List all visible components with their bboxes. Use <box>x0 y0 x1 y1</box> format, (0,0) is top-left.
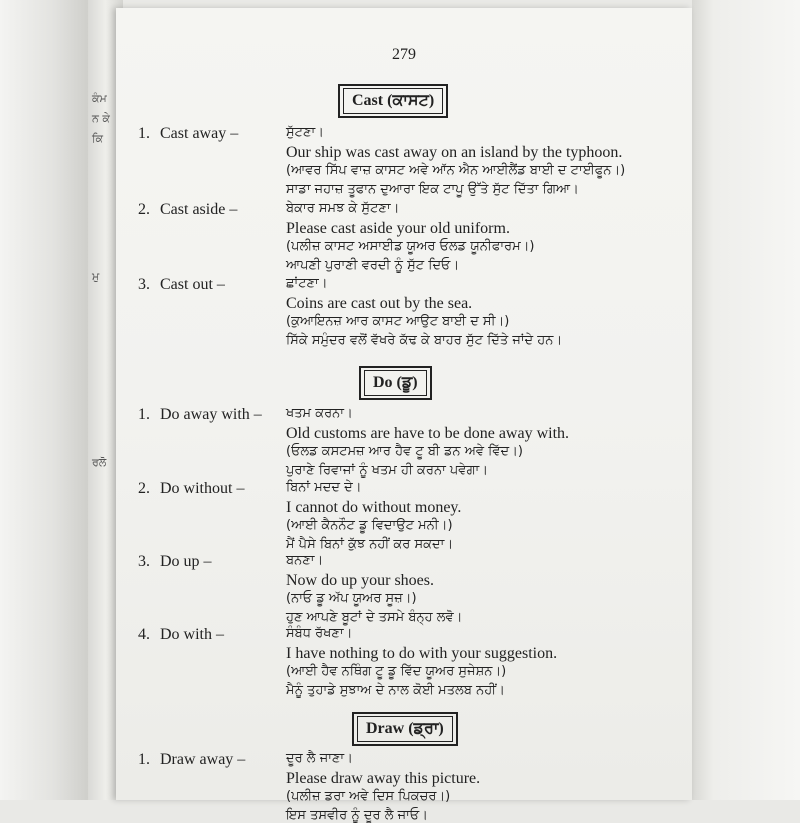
transliteration: (ਨਾਓ ਡੂ ਅੱਪ ਯੂਅਰ ਸੂਜ਼।) <box>286 591 417 606</box>
example-sentence: Old customs are have to be done away with. <box>286 425 570 442</box>
translation: ਹੁਣ ਆਪਣੇ ਬੂਟਾਂ ਦੇ ਤਸਮੇ ਬੰਨ੍ਹ ਲਵੋ। <box>286 610 463 625</box>
entry-number: 2. <box>138 201 150 218</box>
margin-snippet: ਨ ਕੇ <box>92 112 110 125</box>
example-sentence: I have nothing to do with your suggestion. <box>286 645 558 662</box>
entry-number: 1. <box>138 406 150 423</box>
section-heading: Do (ਡੂ) <box>364 370 427 396</box>
transliteration: (ਪਲੀਜ਼ ਡਰਾ ਅਵੇ ਦਿਸ ਪਿਕਚਰ।) <box>286 789 451 804</box>
section-heading-box <box>352 712 458 746</box>
example-sentence: I cannot do without money. <box>286 499 462 516</box>
translation: ਪੁਰਾਣੇ ਰਿਵਾਜਾਂ ਨੂੰ ਖਤਮ ਹੀ ਕਰਨਾ ਪਵੇਗਾ। <box>286 463 488 478</box>
phrase-text: Do with – <box>160 626 224 643</box>
background-left <box>0 0 88 800</box>
phrase-label <box>138 125 238 143</box>
entry-number: 3. <box>138 553 150 570</box>
translation: ਸਿੱਕੇ ਸਮੁੰਦਰ ਵਲੋਂ ਵੱਖਰੇ ਕੱਢ ਕੇ ਬਾਹਰ ਸੁੱਟ ਦਿੱਤੇ ਜਾਂਦੇ ਹਨ। <box>286 333 563 348</box>
translation: ਮੈਨੂੰ ਤੁਹਾਡੇ ਸੁਝਾਅ ਦੇ ਨਾਲ ਕੋਈ ਮਤਲਬ ਨਹੀਂ। <box>286 683 505 698</box>
phrase-label <box>138 201 237 219</box>
phrase-label <box>138 480 244 498</box>
phrase-text: Do up – <box>160 553 212 570</box>
phrase-label <box>138 751 245 769</box>
phrase-meaning: ਸੁੱਟਣਾ। <box>286 125 324 140</box>
phrase-text: Do away with – <box>160 406 262 423</box>
background-right <box>692 0 800 800</box>
page-content <box>116 8 692 823</box>
example-sentence: Coins are cast out by the sea. <box>286 295 473 312</box>
phrase-meaning: ਸੰਬੰਧ ਰੱਖਣਾ। <box>286 626 353 641</box>
translation: ਇਸ ਤਸਵੀਰ ਨੂੰ ਦੂਰ ਲੈ ਜਾਓ। <box>286 808 428 823</box>
example-sentence: Please draw away this picture. <box>286 770 481 787</box>
translation: ਸਾਡਾ ਜਹਾਜ਼ ਤੂਫਾਨ ਦੁਆਰਾ ਇਕ ਟਾਪੂ ਉੱਤੇ ਸੁੱਟ ਦਿੱਤਾ ਗਿਆ। <box>286 182 579 197</box>
section-heading-box <box>338 84 448 118</box>
margin-snippet: ਕਿ <box>92 132 104 145</box>
book-page <box>116 8 692 823</box>
phrase-meaning: ਦੂਰ ਲੈ ਜਾਣਾ। <box>286 751 353 766</box>
phrase-label <box>138 626 224 644</box>
margin-snippet: ਕੰਮ <box>92 92 107 105</box>
transliteration: (ਆਈ ਕੈਨਨੌਟ ਡੂ ਵਿਦਾਉਟ ਮਨੀ।) <box>286 518 453 533</box>
transliteration: (ਕੁਆਇਨਜ਼ ਆਰ ਕਾਸਟ ਆਉਟ ਬਾਈ ਦ ਸੀ।) <box>286 314 510 329</box>
translation: ਮੈਂ ਪੈਸੇ ਬਿਨਾਂ ਕੁੱਝ ਨਹੀਂ ਕਰ ਸਕਦਾ। <box>286 537 454 552</box>
margin-snippet: ਰਲੋ <box>92 456 107 469</box>
phrase-label <box>138 553 212 571</box>
margin-snippet: ਮੁ <box>92 270 100 283</box>
entry-number: 4. <box>138 626 150 643</box>
phrase-text: Draw away – <box>160 751 246 768</box>
transliteration: (ਆਈ ਹੈਵ ਨਥਿੰਗ ਟੂ ਡੂ ਵਿੱਦ ਯੂਅਰ ਸੁਜੇਸ਼ਨ।) <box>286 664 507 679</box>
phrase-meaning: ਬੇਕਾਰ ਸਮਝ ਕੇ ਸੁੱਟਣਾ। <box>286 201 400 216</box>
phrase-meaning: ਖਤਮ ਕਰਨਾ। <box>286 406 353 421</box>
phrase-label <box>138 276 225 294</box>
entry-number: 1. <box>138 751 150 768</box>
phrase-text: Cast out – <box>160 276 225 293</box>
section-heading: Cast (ਕਾਸਟ) <box>343 88 443 114</box>
transliteration: (ਆਵਰ ਸਿੱਪ ਵਾਜ਼ ਕਾਸਟ ਅਵੇ ਆੱਨ ਐਨ ਆਈਲੈਂਡ ਬਾਈ ਦ ਟਾਈਫੂਨ।) <box>286 163 626 178</box>
example-sentence: Now do up your shoes. <box>286 572 434 589</box>
phrase-text: Do without – <box>160 480 245 497</box>
phrase-label <box>138 406 262 424</box>
entry-number: 2. <box>138 480 150 497</box>
phrase-text: Cast away – <box>160 125 239 142</box>
transliteration: (ਪਲੀਜ਼ ਕਾਸਟ ਅਸਾਈਡ ਯੂਅਰ ਓਲਡ ਯੂਨੀਫਾਰਮ।) <box>286 239 535 254</box>
phrase-meaning: ਬਿਨਾਂ ਮਦਦ ਦੇ। <box>286 480 362 495</box>
phrase-meaning: ਛਾਂਟਣਾ। <box>286 276 328 291</box>
phrase-text: Cast aside – <box>160 201 238 218</box>
section-heading-box <box>359 366 432 400</box>
translation: ਆਪਣੀ ਪੁਰਾਣੀ ਵਰਦੀ ਨੂੰ ਸੁੱਟ ਦਿਓ। <box>286 258 460 273</box>
phrase-meaning: ਬਨਣਾ। <box>286 553 324 568</box>
example-sentence: Please cast aside your old uniform. <box>286 220 510 237</box>
section-heading: Draw (ਡ੍ਰਾ) <box>357 716 453 742</box>
transliteration: (ਓਲਡ ਕਸਟਮਜ਼ ਆਰ ਹੈਵ ਟੂ ਬੀ ਡਨ ਅਵੇ ਵਿੱਦ।) <box>286 444 523 459</box>
entry-number: 1. <box>138 125 150 142</box>
example-sentence: Our ship was cast away on an island by the typhoon. <box>286 144 623 161</box>
entry-number: 3. <box>138 276 150 293</box>
page-number: 279 <box>392 46 416 63</box>
